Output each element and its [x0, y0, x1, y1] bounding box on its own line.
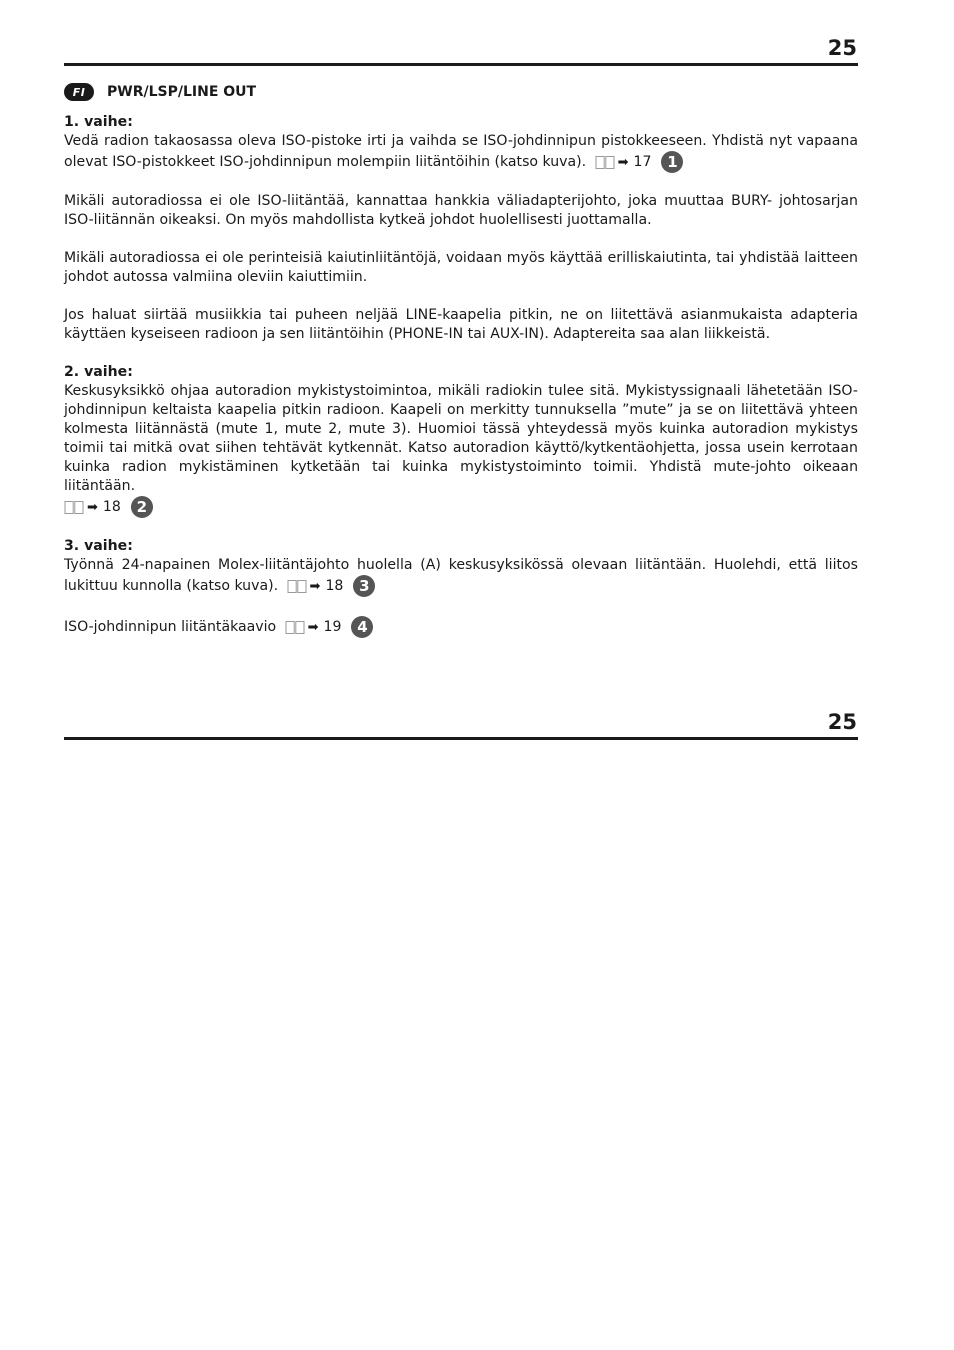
book-icon: [595, 155, 615, 170]
figure-number-badge: 2: [131, 496, 153, 518]
step1-reference: [591, 151, 684, 173]
step3-title: 3. vaihe:: [64, 538, 133, 554]
footer-page-number: 25: [827, 710, 857, 734]
wiring-reference: [281, 616, 374, 638]
step1-title: 1. vaihe:: [64, 114, 133, 130]
arrow-right-icon: ➡: [87, 499, 98, 515]
main-content: [64, 113, 858, 638]
step3-paragraph-text: Työnnä 24-napainen Molex-liitäntäjohto huolella (A) keskusyksikössä olevaan liitäntään. Huolehdi, että liitos lukittuu kunnolla (katso kuva).: [64, 557, 858, 594]
arrow-right-icon: ➡: [617, 154, 629, 170]
section-title: PWR/LSP/LINE OUT: [107, 84, 257, 100]
figure-number-badge: 3: [353, 575, 375, 597]
figure-number-badge: 4: [351, 616, 373, 638]
step3-paragraph: [64, 556, 858, 597]
step1-paragraph-3: Mikäli autoradiossa ei ole perinteisiä kaiutinliitäntöjä, voidaan myös käyttää erilliskaiutinta, tai yhdistää laitteen johdot autossa valmiina oleviin kaiuttimiin.: [64, 250, 858, 285]
reference-page: 18: [102, 498, 121, 515]
step2-title: 2. vaihe:: [64, 364, 133, 380]
wiring-diagram-line: [64, 616, 858, 638]
step1-paragraph-1: [64, 132, 858, 173]
step1-paragraph-2: Mikäli autoradiossa ei ole ISO-liitäntää, kannattaa hankkia väliadapterijohto, joka muuttaa BURY- johtosarjan ISO-liitännän oikeaksi. On myös mahdollista kytkeä johdot huolellisesti juottamalla.: [64, 193, 858, 228]
figure-number-badge: 1: [661, 151, 683, 173]
reference-page: 18: [325, 577, 344, 594]
header-rule: [64, 63, 858, 66]
reference-page: 17: [633, 153, 652, 170]
book-icon: [287, 579, 307, 594]
book-icon: [285, 620, 305, 635]
reference-page: 19: [323, 618, 342, 635]
arrow-right-icon: ➡: [309, 578, 321, 594]
step2-paragraph: Keskusyksikkö ohjaa autoradion mykistystoimintoa, mikäli radiokin tulee sitä. Mykistyssignaali lähetetään ISO-johdinnipun keltaista kaapelia pitkin radioon. Kaapeli on merkitty tunnuksella ”mute” ja se on liitettävä yhteen kolmesta liitännästä (mute 1, mute 2, mute 3). Huomioi tässä yhteydessä myös kuinka autoradion mykistys toimii tai mitkä ovat siihen tehtävät kytkennät. Katso autoradion käyttö/kytkentäohjetta, jossa usein kerrotaan kuinka radion mykistäminen kytketään tai kuinka mykistystoiminto toimii. Yhdistä mute-johto oikeaan liitäntään.: [64, 383, 858, 494]
step1-paragraph-1-text: Vedä radion takaosassa oleva ISO-pistoke irti ja vaihda se ISO-johdinnipun pistokkeeseen. Yhdistä nyt vapaana olevat ISO-pistokkeet ISO-johdinnipun molempiin liitäntöihin (katso kuva).: [64, 133, 858, 170]
language-badge: FI: [64, 83, 94, 101]
step3-reference: [283, 575, 376, 597]
page-number: 25: [827, 36, 857, 60]
book-icon: [64, 500, 84, 515]
step2-reference: [60, 496, 153, 518]
section-header: [64, 83, 256, 101]
step1-paragraph-4: Jos haluat siirtää musiikkia tai puheen neljää LINE-kaapelia pitkin, ne on liitettävä asianmukaista adapteria käyttäen kyseiseen radioon ja sen liitäntöihin (PHONE-IN tai AUX-IN). Adaptereita saa alan liikkeistä.: [64, 307, 858, 342]
wiring-diagram-text: ISO-johdinnipun liitäntäkaavio: [64, 619, 277, 635]
arrow-right-icon: ➡: [307, 619, 319, 635]
footer-rule: [64, 737, 858, 740]
